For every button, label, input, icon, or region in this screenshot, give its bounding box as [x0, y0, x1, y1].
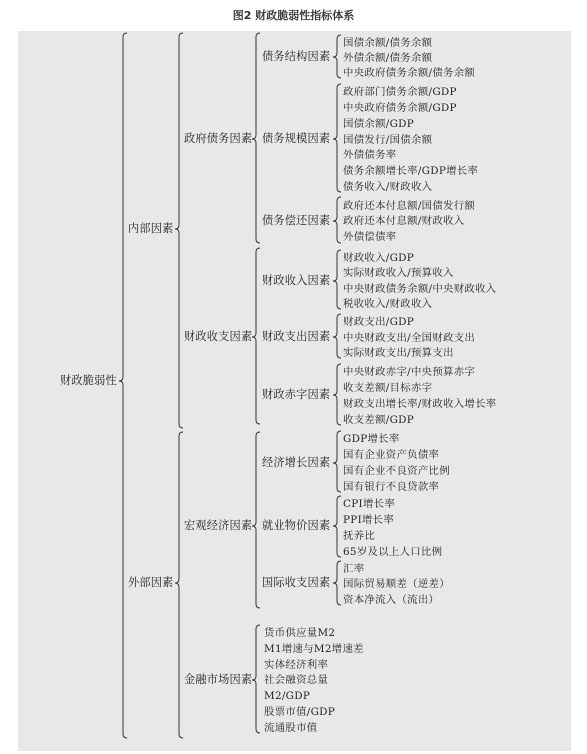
indicator-item: 中央财政支出/全国财政支出 [343, 332, 476, 344]
indicator-item: 实体经济利率 [264, 659, 329, 671]
indicator-item: 国有企业不良资产比例 [343, 465, 450, 477]
node-employment-price: 就业物价因素 [262, 519, 331, 532]
indicator-item: 中央财政赤字/中央预算赤字 [343, 366, 476, 378]
node-economic-growth: 经济增长因素 [262, 456, 331, 469]
indicator-item: 中央政府债务余额/GDP [343, 102, 457, 114]
indicator-item: 国债余额/债务余额 [343, 37, 433, 49]
indicator-item: 外债债务率 [343, 149, 397, 161]
brace [333, 197, 341, 243]
node-balance-of-payments: 国际收支因素 [262, 576, 331, 589]
indicator-item: 股票市值/GDP [264, 706, 336, 718]
brace [333, 314, 341, 358]
indicator-item: 货币供应量M2 [264, 627, 336, 639]
indicator-item: 国有企业资产负债率 [343, 449, 440, 461]
brace [252, 248, 260, 424]
indicator-item: 社会融资总量 [264, 674, 329, 686]
node-external: 外部因素 [128, 576, 174, 589]
indicator-item: 流通股市值 [264, 722, 318, 734]
brace [175, 33, 183, 428]
root-node: 财政脆弱性 [60, 374, 117, 387]
indicator-item: CPI增长率 [343, 498, 396, 510]
indicator-item: 65岁及以上人口比例 [343, 546, 443, 558]
node-financial-market: 金融市场因素 [184, 673, 253, 686]
indicator-item: 汇率 [343, 563, 365, 575]
indicator-item: 财政支出/GDP [343, 316, 415, 328]
brace [119, 33, 127, 738]
brace [175, 432, 183, 738]
indicator-item: 收支差额/目标赤字 [343, 382, 433, 394]
indicator-item: 中央财政债务余额/中央财政收入 [343, 283, 497, 295]
indicator-item: 国际贸易顺差（逆差） [343, 578, 450, 590]
brace [333, 35, 341, 78]
indicator-item: GDP增长率 [343, 433, 400, 445]
indicator-item: 抚养比 [343, 530, 376, 542]
brace [333, 561, 341, 605]
brace [252, 625, 260, 733]
indicator-item: 国债余额/GDP [343, 118, 415, 130]
indicator-item: M1增速与M2增速差 [264, 643, 364, 655]
indicator-item: M2/GDP [264, 690, 311, 702]
brace [333, 496, 341, 557]
node-debt-structure: 债务结构因素 [262, 50, 331, 63]
indicator-item: 实际财政支出/预算支出 [343, 347, 454, 359]
indicator-item: 债务余额增长率/GDP增长率 [343, 165, 479, 177]
node-debt-scale: 债务规模因素 [262, 132, 331, 145]
indicator-item: 财政收入/GDP [343, 252, 415, 264]
node-internal: 内部因素 [128, 222, 174, 235]
indicator-item: 国债发行/国债余额 [343, 134, 433, 146]
brace [333, 364, 341, 425]
indicator-item: 税收收入/财政收入 [343, 298, 433, 310]
indicator-item: 实际财政收入/预算收入 [343, 267, 454, 279]
indicator-item: 财政支出增长率/财政收入增长率 [343, 398, 497, 410]
brace [333, 431, 341, 492]
node-fiscal-balance: 财政收支因素 [184, 330, 253, 343]
node-gov-debt: 政府债务因素 [184, 132, 253, 145]
brace [333, 84, 341, 192]
indicator-item: 收支差额/GDP [343, 414, 415, 426]
node-fiscal-revenue: 财政收入因素 [262, 274, 331, 287]
node-fiscal-deficit: 财政赤字因素 [262, 388, 331, 401]
node-debt-repayment: 债务偿还因素 [262, 214, 331, 227]
brace [333, 250, 341, 309]
indicator-item: 中央政府债务余额/债务余额 [343, 67, 476, 79]
brace [252, 432, 260, 608]
indicator-item: 外债偿债率 [343, 231, 397, 243]
brace [252, 33, 260, 243]
node-macro: 宏观经济因素 [184, 519, 253, 532]
figure-title: 图2 财政脆弱性指标体系 [232, 9, 355, 22]
indicator-item: 外债余额/债务余额 [343, 52, 433, 64]
indicator-item: 政府还本付息额/国债发行额 [343, 200, 476, 212]
indicator-item: 资本净流入（流出） [343, 594, 440, 606]
indicator-item: 政府部门债务余额/GDP [343, 86, 457, 98]
node-fiscal-expenditure: 财政支出因素 [262, 330, 331, 343]
indicator-item: 国有银行不良贷款率 [343, 481, 440, 493]
indicator-item: 债务收入/财政收入 [343, 181, 433, 193]
indicator-item: PPI增长率 [343, 514, 395, 526]
indicator-item: 政府还本付息额/财政收入 [343, 215, 465, 227]
